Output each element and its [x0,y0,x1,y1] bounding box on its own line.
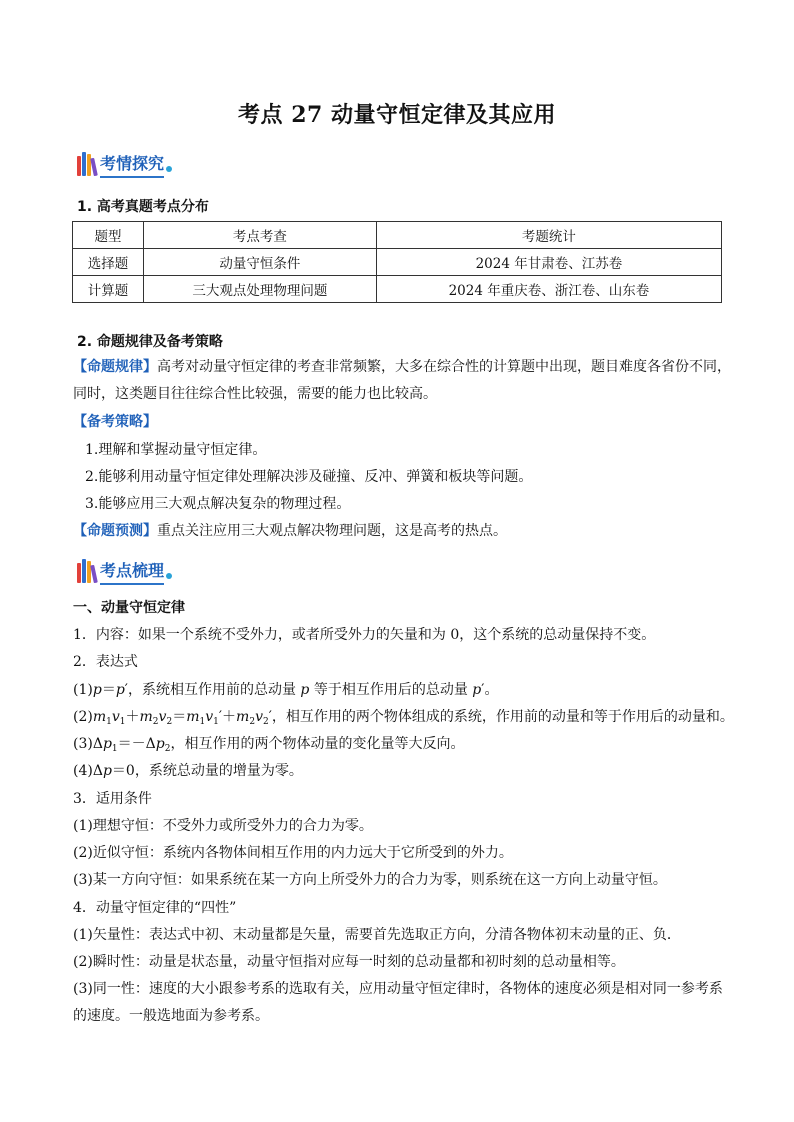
strategy-tag [73,408,157,436]
section-heading: 1. 高考真题考点分布 [77,199,209,215]
list-item: 3.能够应用三大观点解决复杂的物理过程。 [85,496,351,512]
rule-text: 高考对动量守恒定律的考查非常频繁，大多在综合性的计算题中出现，题目难度各省份不同， [157,359,731,375]
rule-line-2: 同时，这类题目往往综合性比较强，需要的能力也比较高。 [73,386,437,402]
paragraph: 3．适用条件 [73,791,152,807]
paragraph: (1)矢量性：表达式中初、末动量都是矢量，需要首先选取正方向，分清各物体初末动量的正、负． [73,927,681,943]
table-header-row [73,222,722,249]
paragraph: (2)瞬时性：动量是状态量，动量守恒指对应每一时刻的总动量都和初时刻的总动量相等。 [73,954,625,970]
page-title: 考点 27 动量守恒定律及其应用 [238,102,556,128]
table-cell: 计算题 [73,276,144,303]
table-row [73,249,722,276]
list-item: 1.理解和掌握动量守恒定律。 [85,442,267,458]
strategy-tag-label: 【备考策略】 [73,414,157,430]
books-icon [77,559,97,583]
paragraph: (3)同一性：速度的大小跟参考系的选取有关，应用动量守恒定律时，各物体的速度必须是相对同一参考系 [73,981,723,997]
books-icon [77,152,97,176]
table-cell: 2024 年甘肃卷、江苏卷 [376,249,721,276]
predict-text: 重点关注应用三大观点解决物理问题，这是高考的热点。 [157,523,507,539]
formula-line: (1)p＝p′，系统相互作用前的总动量 p 等于相互作用后的总动量 p′。 [73,682,499,698]
dot-icon [166,573,172,579]
table-header-cell: 题型 [73,222,144,249]
section-banner-exam-analysis [77,150,172,178]
paragraph: 2．表达式 [73,654,138,670]
paragraph: 的速度。一般选地面为参考系。 [73,1008,269,1024]
formula-desc-tail: 等于相互作用后的总动量 [313,682,468,698]
table-cell: 选择题 [73,249,144,276]
predict-line [73,517,507,545]
exam-stats-table [72,221,722,303]
formula-desc: ，系统相互作用前的总动量 [127,682,296,698]
table-cell: 2024 年重庆卷、浙江卷、山东卷 [376,276,721,303]
paragraph: (3)某一方向守恒：如果系统在某一方向上所受外力的合力为零，则系统在这一方向上动量守恒。 [73,872,667,888]
paragraph: (1)理想守恒：不受外力或所受外力的合力为零。 [73,818,373,834]
list-item: 2.能够利用动量守恒定律处理解决涉及碰撞、反冲、弹簧和板块等问题。 [85,469,533,485]
table-cell: 三大观点处理物理问题 [144,276,377,303]
section-heading: 2. 命题规律及备考策略 [77,334,223,350]
formula-line: $(2)m_1v_1+m_2v_2=m_1v_1'+m_2v_2'$，相互作用的两个物体组成的系统，作用前的动量和等于作用后的动量和。 [73,709,734,727]
rule-line [73,353,731,381]
banner-label: 考情探究 [100,151,164,178]
section-banner-key-points [77,557,172,585]
paragraph: 1．内容：如果一个系统不受外力，或者所受外力的矢量和为 0，这个系统的总动量保持不变。 [73,627,656,643]
rule-tag: 【命题规律】 [73,359,157,375]
table-header-cell: 考点考查 [144,222,377,249]
formula-line: $(3)\Delta p_1=-\Delta p_2$，相互作用的两个物体动量的变化量等大反向。 [73,736,465,754]
formula-desc: ，相互作用的两个物体组成的系统，作用前的动量和等于作用后的动量和。 [271,709,734,725]
banner-label: 考点梳理 [100,558,164,585]
paragraph: (2)近似守恒：系统内各物体间相互作用的内力远大于它所受到的外力。 [73,845,513,861]
formula-line: (4)Δp＝0，系统总动量的增量为零。 [73,763,303,779]
formula-desc: ，相互作用的两个物体动量的变化量等大反向。 [170,736,465,752]
table-cell: 动量守恒条件 [144,249,377,276]
table-row [73,276,722,303]
table-header-cell: 考题统计 [376,222,721,249]
dot-icon [166,166,172,172]
paragraph: 4．动量守恒定律的“四性” [73,900,237,916]
predict-tag: 【命题预测】 [73,523,157,539]
formula-desc: ，系统总动量的增量为零。 [134,763,303,779]
part-heading: 一、动量守恒定律 [73,600,185,616]
